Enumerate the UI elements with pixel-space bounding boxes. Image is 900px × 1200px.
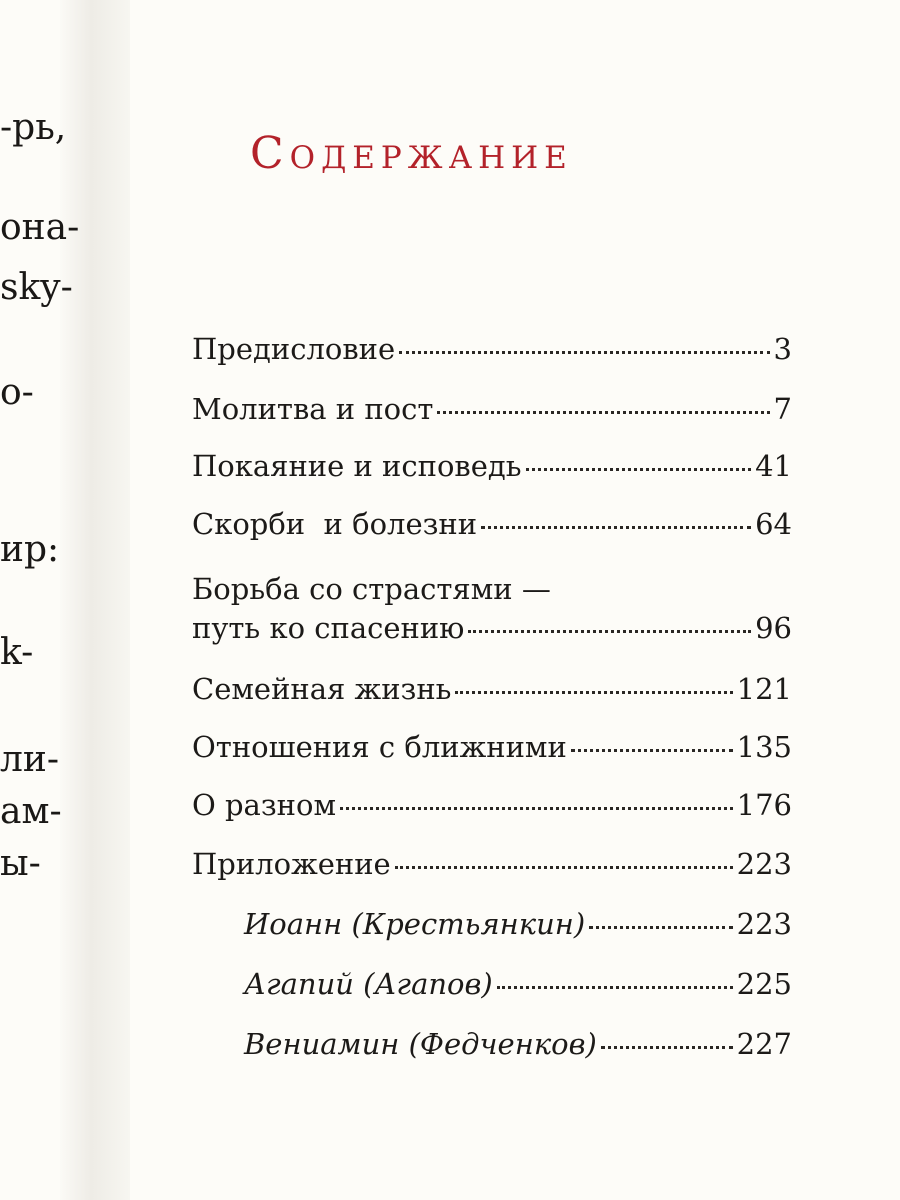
toc-page-number: 3 [773,332,792,366]
toc-entry-title: Агапий (Агапов) [244,967,493,1001]
page-title: Содержание [250,128,573,179]
previous-page-text: sky- [0,267,73,308]
toc-entry [192,332,792,366]
dot-leader [437,411,769,414]
dot-leader [497,986,733,989]
toc-entry-title: Скорби и болезни [192,507,478,541]
toc-entry [192,507,792,541]
toc-entry [192,847,792,881]
toc-subentry [244,907,792,941]
toc-page-number: 41 [755,449,792,483]
toc-entry-title: Иоанн (Крестьянкин) [244,907,586,941]
toc-page-number: 225 [736,967,792,1001]
toc-entry [192,449,792,483]
toc-entry-title: путь ко спасению [192,611,465,645]
toc-page-number: 135 [736,730,792,764]
dot-leader [571,749,733,752]
dot-leader [395,866,733,869]
previous-page-text: ли- [0,739,60,780]
dot-leader [526,468,752,471]
toc-entry-title: О разном [192,788,337,822]
toc-entry [192,611,792,645]
toc-entry [192,392,792,426]
toc-page-number: 7 [773,392,792,426]
toc-entry [192,788,792,822]
toc-page-number: 227 [736,1027,792,1061]
toc-page-number: 64 [755,507,792,541]
toc-page-number: 121 [736,672,792,706]
toc-entry-title-line1: Борьба со страстями — [192,572,551,606]
previous-page-text: о- [0,372,34,413]
toc-entry-title: Покаяние и исповедь [192,449,522,483]
toc-entry [192,672,792,706]
toc-subentry [244,967,792,1001]
previous-page-text: она- [0,207,80,248]
toc-entry-title: Вениамин (Федченков) [244,1027,597,1061]
toc-subentry [244,1027,792,1061]
dot-leader [399,351,769,354]
dot-leader [481,526,751,529]
previous-page-text: ир: [0,529,60,570]
dot-leader [340,807,733,810]
toc-page-number: 223 [736,847,792,881]
dot-leader [589,926,732,929]
dot-leader [455,691,732,694]
toc-entry-title: Семейная жизнь [192,672,452,706]
toc-page-number: 96 [755,611,792,645]
previous-page-text: ам- [0,791,62,832]
dot-leader [468,630,751,633]
previous-page-text: -рь, [0,107,67,148]
toc-entry-title: Предисловие [192,332,396,366]
toc-entry-title: Приложение [192,847,391,881]
toc-entry-title: Молитва и пост [192,392,434,426]
toc-page-number: 176 [736,788,792,822]
previous-page-text: ы- [0,843,41,884]
toc-entry-title: Отношения с ближними [192,730,567,764]
toc-entry [192,730,792,764]
previous-page-text: k- [0,632,34,673]
dot-leader [601,1046,733,1049]
toc-page-number: 223 [736,907,792,941]
